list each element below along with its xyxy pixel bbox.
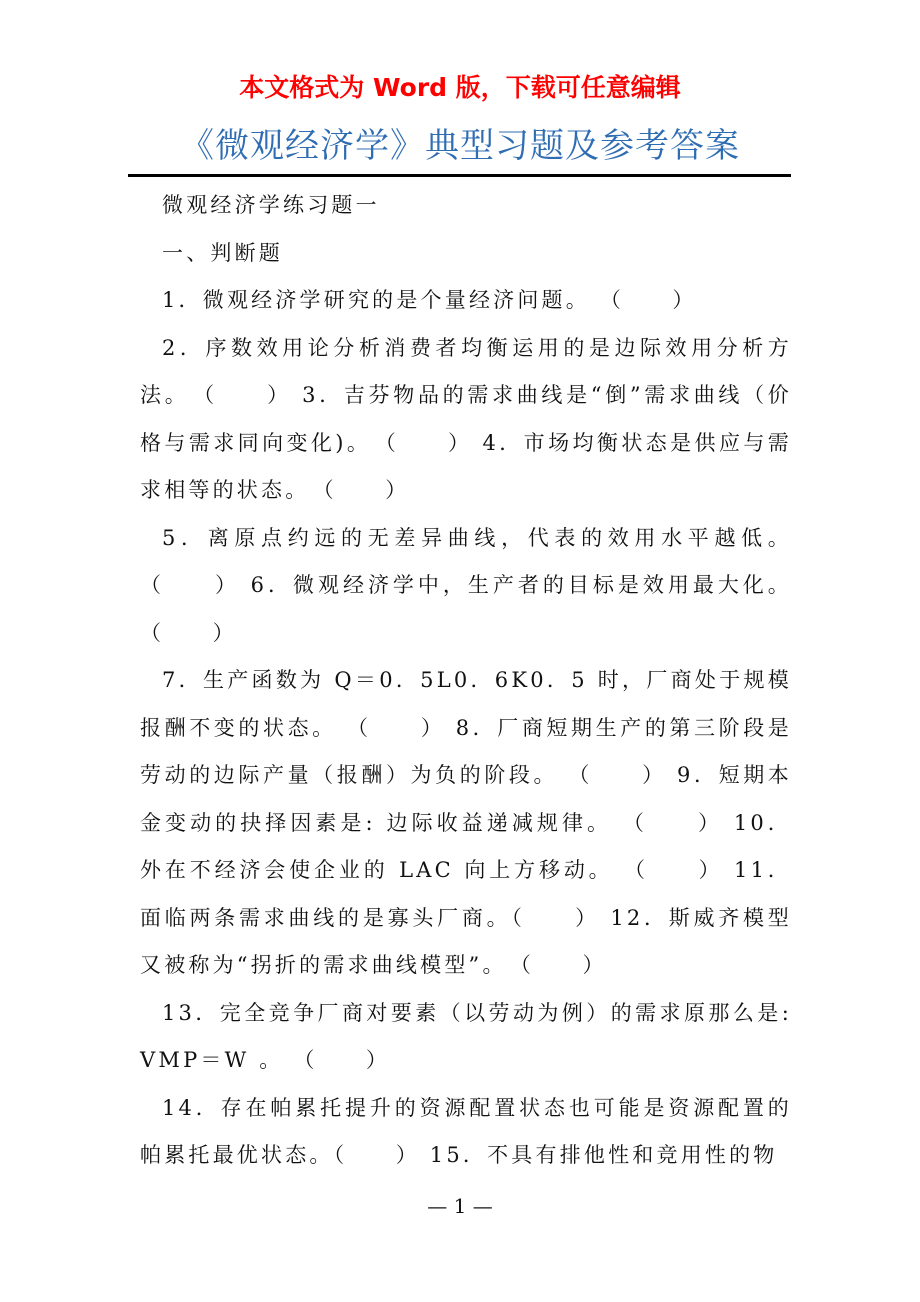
exercise-heading: 微观经济学练习题一	[162, 193, 380, 217]
question-paragraph: 2．序数效用论分析消费者均衡运用的是边际效用分析方法。 （ ） 3．吉芬物品的需求曲线是“倒”需求曲线（价格与需求同向变化)。 （ ） 4．市场均衡状态是供应与需求相等的状态。 （ ）	[140, 335, 792, 502]
document-body	[140, 182, 792, 1180]
question-paragraph: 14．存在帕累托提升的资源配置状态也可能是资源配置的帕累托最优状态。（ ） 15．不具有排他性和竞用性的物	[140, 1095, 792, 1167]
word-format-notice: 本文格式为 Word 版，下载可任意编辑	[239, 73, 681, 102]
question-paragraph: 13．完全竞争厂商对要素（以劳动为例）的需求原那么是: VMP＝W 。 （ ）	[140, 1000, 792, 1072]
title-divider	[128, 174, 791, 177]
question-paragraph: 7．生产函数为 Q＝0．5L0．6K0．5 时，厂商处于规模报酬不变的状态。 （ ） 8．厂商短期生产的第三阶段是劳动的边际产量（报酬）为负的阶段。 （ ） 9．短期本金变动的抉择因素是: 边际收益递减规律。 （ ） 10．外在不经济会使企业的 LAC 向上方移动。 （ ） 11．面临两条需求曲线的是寡头厂商。（ ） 12．斯威齐模型又被称为“拐折的需求曲线模型”。 （ ）	[140, 668, 792, 977]
section-heading: 一、判断题	[162, 240, 283, 265]
document-title: 《微观经济学》典型习题及参考答案	[180, 126, 740, 166]
question-paragraph: 5．离原点约远的无差异曲线，代表的效用水平越低。（ ） 6．微观经济学中，生产者的目标是效用最大化。（ ）	[140, 525, 792, 645]
page-number: — 1 —	[427, 1194, 493, 1218]
question-paragraph: 1．微观经济学研究的是个量经济问题。 （ ）	[162, 288, 697, 312]
